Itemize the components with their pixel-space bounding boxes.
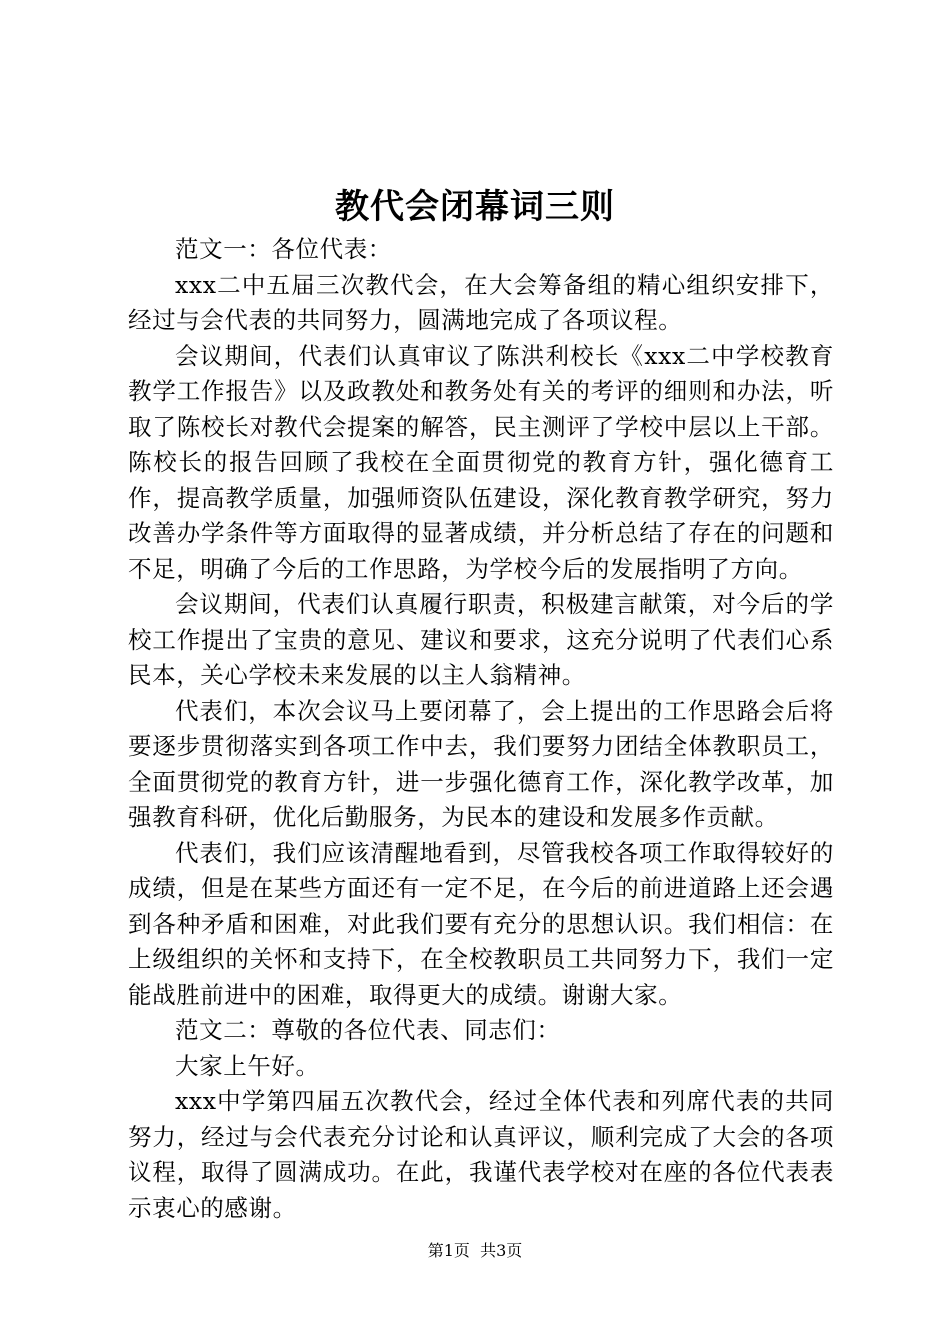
page-total: 共3页 [480, 1241, 523, 1260]
paragraph-7: 范文二：尊敬的各位代表、同志们： [175, 1016, 561, 1044]
document-body [128, 232, 834, 1226]
paragraph-4: 会议期间，代表们认真履行职责，积极建言献策，对今后的学校工作提出了宝贵的意见、建议和要求，这充分说明了代表们心系民本，关心学校未来发展的以主人翁精神。 [128, 590, 834, 689]
paragraph-2: xxx二中五届三次教代会，在大会筹备组的精心组织安排下，经过与会代表的共同努力，圆满地完成了各项议程。 [128, 270, 834, 334]
paragraph-6: 代表们，我们应该清醒地看到，尽管我校各项工作取得较好的成绩，但是在某些方面还有一定不足，在今后的前进道路上还会遇到各种矛盾和困难，对此我们要有充分的思想认识。我们相信：在上级组织的关怀和支持下，在全校教职员工共同努力下，我们一定能战胜前进中的困难，取得更大的成绩。谢谢大家。 [128, 838, 834, 1009]
paragraph-1: 范文一：各位代表： [175, 235, 392, 263]
page-title: 教代会闭幕词三则 [335, 187, 615, 227]
paragraph-3: 会议期间，代表们认真审议了陈洪利校长《xxx二中学校教育教学工作报告》以及政教处和教务处有关的考评的细则和办法，听取了陈校长对教代会提案的解答，民主测评了学校中层以上干部。陈校长的报告回顾了我校在全面贯彻党的教育方针，强化德育工作，提高教学质量，加强师资队伍建设，深化教育教学研究，努力改善办学条件等方面取得的显著成绩，并分析总结了存在的问题和不足，明确了今后的工作思路，为学校今后的发展指明了方向。 [128, 341, 834, 583]
paragraph-8: 大家上午好。 [175, 1051, 320, 1080]
page-footer [0, 1240, 950, 1262]
page-number: 第1页 [427, 1241, 470, 1260]
paragraph-5: 代表们，本次会议马上要闭幕了，会上提出的工作思路会后将要逐步贯彻落实到各项工作中去，我们要努力团结全体教职员工，全面贯彻党的教育方针，进一步强化德育工作，深化教学改革，加强教育科研，优化后勤服务，为民本的建设和发展多作贡献。 [128, 696, 834, 831]
paragraph-9: xxx中学第四届五次教代会，经过全体代表和列席代表的共同努力，经过与会代表充分讨论和认真评议，顺利完成了大会的各项议程，取得了圆满成功。在此，我谨代表学校对在座的各位代表表示衷心的感谢。 [128, 1087, 834, 1222]
